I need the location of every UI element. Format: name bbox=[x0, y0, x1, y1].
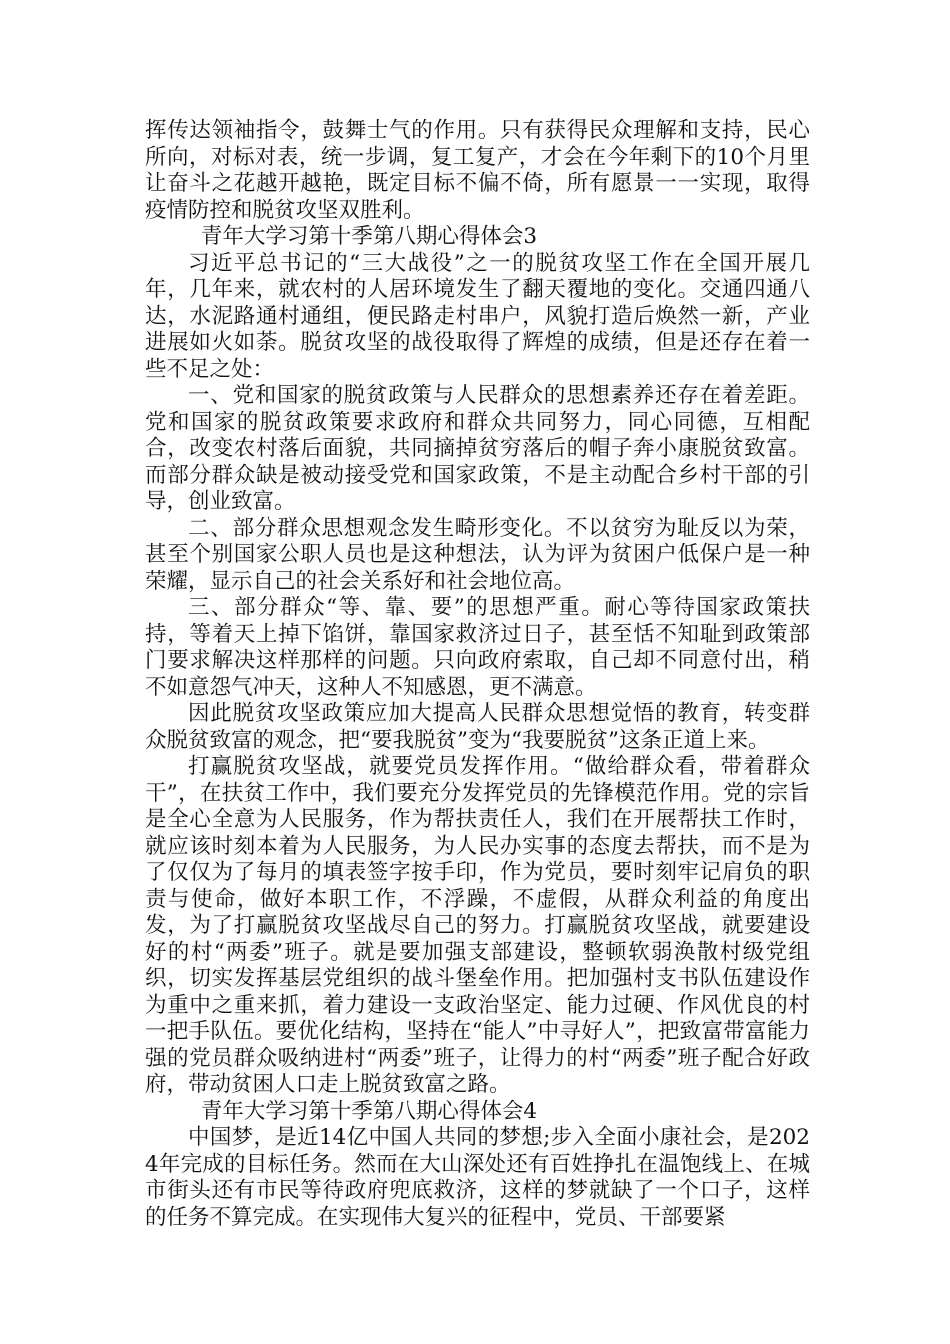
paragraph-point-1: 一、党和国家的脱贫政策与人民群众的思想素养还存在着差距。党和国家的脱贫政策要求政府和群众共同努力，同心同德，互相配合，改变农村落后面貌，共同摘掉贫穷落后的帽子奔小康脱贫致富。而部分群众缺是被动接受党和国家政策，不是主动配合乡村干部的引导，创业致富。 bbox=[145, 383, 810, 514]
paragraph-intro: 习近平总书记的“三大战役”之一的脱贫攻坚工作在全国开展几年，几年来，就农村的人居环境发生了翻天覆地的变化。交通四通八达，水泥路通村通组，便民路走村串户，风貌打造后焕然一新，产业进展如火如荼。脱贫攻坚的战役取得了辉煌的成绩，但是还存在着一些不足之处： bbox=[145, 250, 810, 382]
paragraph-point-3: 三、部分群众“等、靠、要”的思想严重。耐心等待国家政策扶持，等着天上掉下馅饼，靠国家救济过日子，甚至恬不知耻到政策部门要求解决这样那样的问题。只向政府索取，自己却不同意付出，稍不如意怨气冲天，这种人不知感恩，更不满意。 bbox=[145, 595, 810, 700]
paragraph-point-2: 二、部分群众思想观念发生畸形变化。不以贫穷为耻反以为荣，甚至个别国家公职人员也是这种想法，认为评为贫困户低保户是一种荣耀，显示自己的社会关系好和社会地位高。 bbox=[145, 515, 810, 594]
paragraph-continued: 挥传达领袖指令，鼓舞士气的作用。只有获得民众理解和支持，民心所向，对标对表，统一步调，复工复产，才会在今年剩下的10个月里让奋斗之花越开越艳，既定目标不偏不倚，所有愿景一一实现，取得疫情防控和脱贫攻坚双胜利。 bbox=[145, 118, 810, 223]
section-heading-4: 青年大学习第十季第八期心得体会4 bbox=[200, 1098, 538, 1124]
paragraph-conclusion: 因此脱贫攻坚政策应加大提高人民群众思想觉悟的教育，转变群众脱贫致富的观念，把“要我脱贫”变为“我要脱贫”这条正道上来。 bbox=[145, 701, 810, 753]
document-page bbox=[145, 118, 810, 1231]
section-heading-3: 青年大学习第十季第八期心得体会3 bbox=[200, 224, 538, 249]
paragraph-party-role: 打赢脱贫攻坚战，就要党员发挥作用。“做给群众看，带着群众干”，在扶贫工作中，我们要充分发挥党员的先锋模范作用。党的宗旨是全心全意为人民服务，作为帮扶责任人，我们在开展帮扶工作时，就应该时刻本着为人民服务，为人民办实事的态度去帮扶，而不是为了仅仅为了每月的填表签字按手印，作为党员，要时刻牢记肩负的职责与使命，做好本职工作，不浮躁，不虚假，从群众利益的角度出发，为了打赢脱贫攻坚战尽自己的努力。打赢脱贫攻坚战，就要建设好的村“两委”班子。就是要加强支部建设，整顿软弱涣散村级党组织，切实发挥基层党组织的战斗堡垒作用。把加强村支书队伍建设作为重中之重来抓，着力建设一支政治坚定、能力过硬、作风优良的村一把手队伍。要优化结构，坚持在“能人”中寻好人”，把致富带富能力强的党员群众吸纳进村“两委”班子，让得力的村“两委”班子配合好政府，带动贫困人口走上脱贫致富之路。 bbox=[145, 754, 810, 1097]
paragraph-china-dream: 中国梦，是近14亿中国人共同的梦想;步入全面小康社会，是2024年完成的目标任务。然而在大山深处还有百姓挣扎在温饱线上、在城市街头还有市民等待政府兜底救济，这样的梦就缺了一个口子，这样的任务不算完成。在实现伟大复兴的征程中，党员、干部要紧 bbox=[145, 1125, 810, 1230]
